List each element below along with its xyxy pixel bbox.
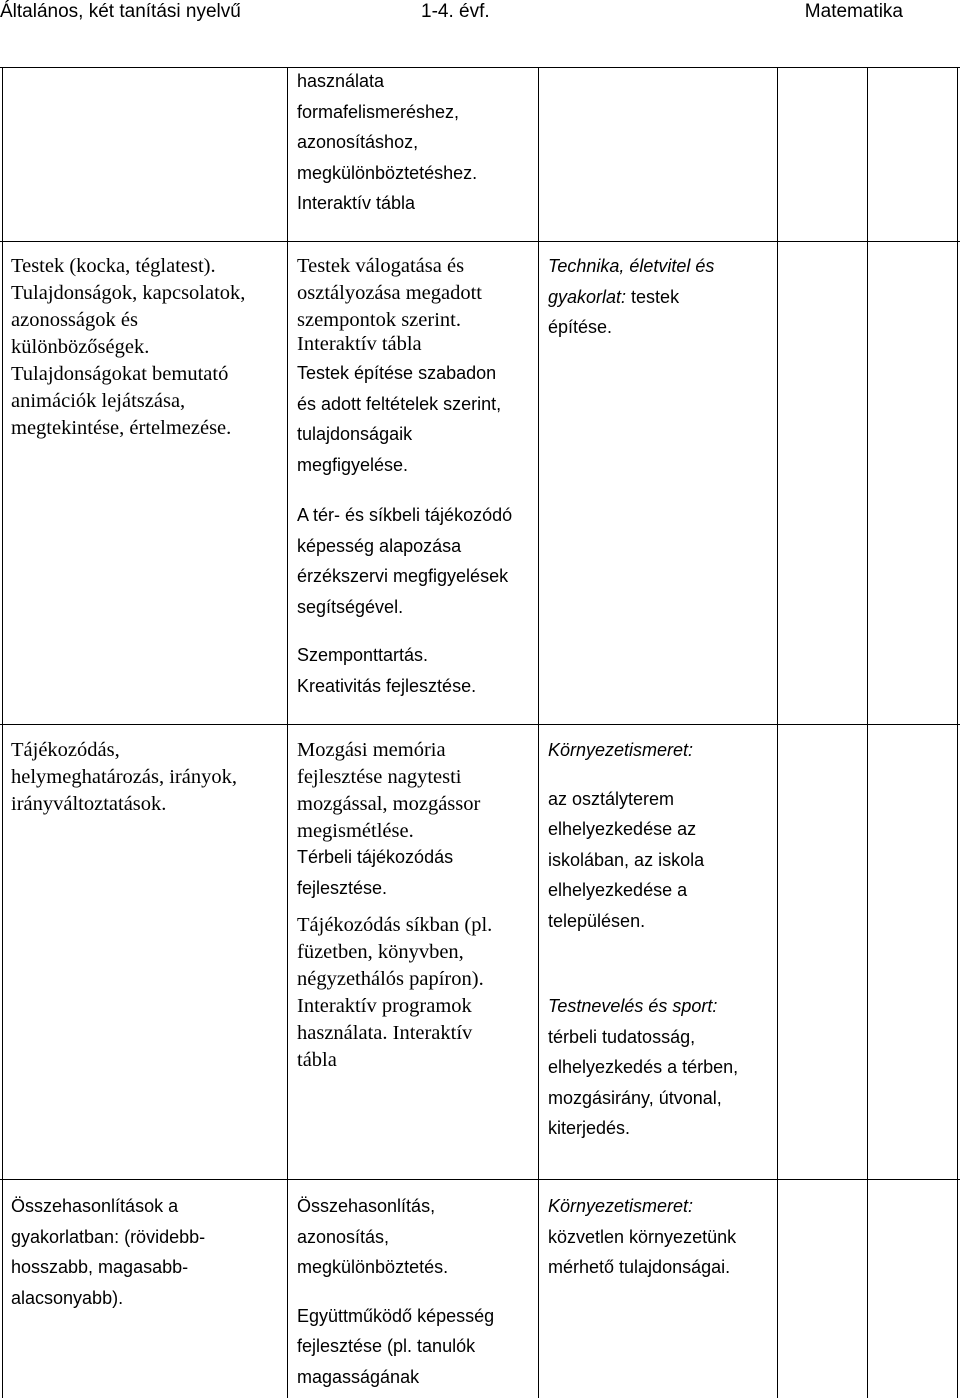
row3-col3-block2-line: mozgásirány, útvonal, — [548, 1087, 722, 1108]
row2-col2-block3-line: Szemponttartás. — [297, 645, 429, 665]
row2-col3-text: testek — [626, 286, 680, 307]
row1-col2-line: azonosításhoz, — [297, 132, 419, 152]
row3-col1 — [11, 737, 237, 818]
row2-col2-sans-line: Testek építése szabadon — [297, 363, 497, 383]
row3-col2-sans-line: Térbeli tájékozódás — [297, 847, 454, 867]
row3-col1-line: Tájékozódás, — [11, 739, 120, 761]
row3-col2-serif2-line: Interaktív programok — [297, 995, 472, 1017]
row2-col2-sans-line: Interaktív tábla — [297, 333, 422, 355]
rule-v-5 — [957, 67, 958, 1398]
row2-col2-serif-line: osztályozása megadott — [297, 282, 483, 304]
rule-h-top — [0, 67, 960, 68]
rule-v-0 — [2, 67, 3, 1398]
rule-h-2 — [0, 241, 960, 242]
row4-col1-line: Összehasonlítások a — [11, 1196, 179, 1216]
row1-col2-line: Interaktív tábla — [297, 193, 416, 213]
row3-col2-serif2-line: Tájékozódás síkban (pl. — [297, 914, 493, 936]
row4-col2-block1-line: azonosítás, — [297, 1226, 390, 1247]
row3-col2-serif2-line: használata. Interaktív — [297, 1022, 473, 1044]
row4-col3 — [548, 1191, 736, 1283]
rule-v-4 — [867, 67, 868, 1398]
row3-col3-block1-line: elhelyezkedése a — [548, 880, 688, 900]
row4-col2-block1-line: megkülönböztetés. — [297, 1257, 449, 1277]
page-header — [0, 0, 960, 26]
row4-col3-block1-line: mérhető tulajdonságai. — [548, 1257, 731, 1277]
row2-col2-block3-line: Kreativitás fejlesztése. — [297, 675, 477, 696]
row3-col3-block2-line: elhelyezkedés a térben, — [548, 1057, 739, 1077]
row2-col1 — [11, 253, 245, 442]
row2-col3 — [548, 251, 714, 343]
row1-col2-line: megkülönböztetéshez. — [297, 162, 478, 183]
row3-col2-serif2-line: füzetben, könyvben, — [297, 941, 464, 963]
row2-col1-line: Tulajdonságokat bemutató — [11, 363, 229, 385]
row2-col2-block2-line: A tér- és síkbeli tájékozódó — [297, 505, 513, 525]
row3-col2-serif-line: mozgással, mozgássor — [297, 793, 481, 815]
row2-col1-line: különbözőségek. — [11, 336, 150, 358]
row4-col3-subject-label: Környezetismeret: — [548, 1196, 694, 1216]
row3-col3-block1-line: településen. — [548, 910, 646, 931]
header-grade: 1-4. évf. — [421, 1, 490, 22]
row4-col1-line: hosszabb, magasabb- — [11, 1257, 189, 1277]
row2-col2-block2-line: segítségével. — [297, 596, 404, 617]
row2-col2-block2-line: képesség alapozása — [297, 535, 462, 556]
row3-col2-serif2-line: négyzethálós papíron). — [297, 968, 484, 990]
row3-col2-serif-line: fejlesztése nagytesti — [297, 766, 462, 788]
row2-col2-serif-line: Testek válogatása és — [297, 255, 465, 277]
header-school-type: Általános, két tanítási nyelvű — [0, 1, 241, 22]
rule-v-2 — [538, 67, 539, 1398]
row3-col1-line: irányváltoztatások. — [11, 793, 167, 815]
row4-col1 — [11, 1191, 205, 1313]
row4-col2-block1-line: Összehasonlítás, — [297, 1196, 436, 1216]
row2-col3-subject-label-2: gyakorlat: — [548, 286, 627, 307]
row2-col2-sans-line: tulajdonságaik — [297, 424, 413, 444]
row3-col2-serif-line: megismétlése. — [297, 820, 414, 842]
row4-col3-block1-line: közvetlen környezetünk — [548, 1226, 737, 1247]
row3-col2 — [297, 737, 492, 1074]
row3-col3-block1-line: iskolában, az iskola — [548, 849, 705, 870]
row3-col3 — [548, 735, 738, 1144]
row4-col1-line: gyakorlatban: (rövidebb- — [11, 1226, 206, 1247]
row2-col2-sans-line: megfigyelése. — [297, 454, 409, 475]
row2-col1-line: Tulajdonságok, kapcsolatok, — [11, 282, 246, 304]
row2-col1-line: azonosságok és — [11, 309, 138, 331]
row2-col3-subject-label: Technika, életvitel és — [548, 256, 715, 276]
row3-col3-block2-line: kiterjedés. — [548, 1118, 631, 1138]
rule-h-4 — [0, 1179, 960, 1180]
row3-col3-block1-line: elhelyezkedése az — [548, 819, 697, 839]
row3-col2-serif2-line: tábla — [297, 1049, 337, 1071]
row2-col1-line: megtekintése, értelmezése. — [11, 417, 232, 439]
header-subject: Matematika — [804, 1, 903, 22]
row4-col2-block2-line: fejlesztése (pl. tanulók — [297, 1336, 476, 1356]
row4-col1-line: alacsonyabb). — [11, 1287, 124, 1308]
row4-col2 — [297, 1191, 494, 1392]
row2-col2-block2-line: érzékszervi megfigyelések — [297, 566, 509, 586]
row2-col2-serif-line: szempontok szerint. — [297, 309, 461, 331]
rule-h-3 — [0, 724, 960, 725]
row3-col3-block2-line: térbeli tudatosság, — [548, 1026, 696, 1047]
row3-col3-subject-label: Környezetismeret: — [548, 740, 694, 760]
row2-col1-line: animációk lejátszása, — [11, 390, 186, 412]
row3-col2-serif-line: Mozgási memória — [297, 739, 446, 761]
rule-v-1 — [287, 67, 288, 1398]
row2-col1-line: Testek (kocka, téglatest). — [11, 255, 216, 277]
row2-col2 — [297, 253, 512, 701]
row4-col2-block2-line: magasságának — [297, 1366, 420, 1387]
row3-col2-sans-line: fejlesztése. — [297, 877, 388, 898]
row4-col2-block2-line: Együttműködő képesség — [297, 1305, 495, 1326]
row3-col3-subject-label-2: Testnevelés és sport: — [548, 996, 718, 1016]
row3-col1-line: helymeghatározás, irányok, — [11, 766, 237, 788]
row1-col2-line: használata — [297, 71, 385, 91]
row1-col2-line: formafelismeréshez, — [297, 101, 460, 122]
row3-col3-block1-line: az osztályterem — [548, 788, 675, 809]
rule-v-3 — [777, 67, 778, 1398]
row2-col3-text-2: építése. — [548, 317, 613, 337]
row1-col2 — [297, 66, 477, 219]
row2-col2-sans-line: és adott feltételek szerint, — [297, 393, 502, 414]
